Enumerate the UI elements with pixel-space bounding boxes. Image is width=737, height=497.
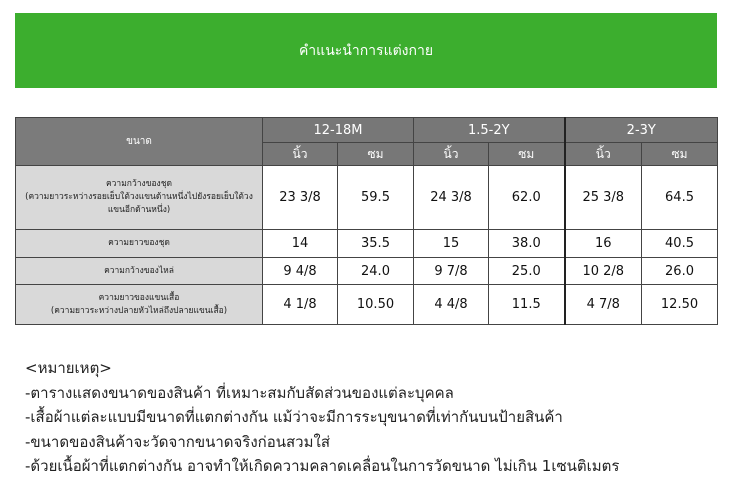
table-cell: 25.0: [489, 258, 565, 285]
table-row: [16, 258, 718, 285]
table-cell: 12.50: [642, 285, 718, 325]
table-cell: 25 3/8: [565, 166, 642, 230]
table-cell: 23 3/8: [263, 166, 338, 230]
row-label-line: (ความยาวระหว่างปลายหัวไหล่ถึงปลายแขนเสื้อ): [50, 305, 228, 316]
row-label: [16, 258, 263, 285]
table-cell: 10 2/8: [565, 258, 642, 285]
table-cell: 4 7/8: [565, 285, 642, 325]
table-cell: 15: [414, 230, 489, 258]
row-label-line: (ความยาวระหว่างรอยเย็บใต้วงแขนด้านหนึ่งไปยังรอยเย็บใต้วง: [25, 192, 253, 202]
table-cell: 4 1/8: [263, 285, 338, 325]
table-row: [16, 230, 718, 258]
table-cell: 24 3/8: [414, 166, 489, 230]
note-item: -ด้วยเนื้อผ้าที่แตกต่างกัน อาจทำให้เกิดความคลาดเคลื่อนในการวัดขนาด ไม่เกิน 1เซนติเมตร: [25, 457, 620, 475]
table-cell: 9 7/8: [414, 258, 489, 285]
unit-inch-header: นิ้ว: [263, 143, 338, 166]
row-label-line: แขนอีกด้านหนึ่ง): [107, 205, 171, 215]
table-cell: 16: [565, 230, 642, 258]
table-cell: 26.0: [642, 258, 718, 285]
notes-heading: <หมายเหตุ>: [25, 359, 112, 377]
banner-title: คำแนะนำการแต่งกาย: [298, 42, 434, 59]
note-item: -ตารางแสดงขนาดของสินค้า ที่เหมาะสมกับสัดส่วนของแต่ละบุคคล: [25, 383, 454, 402]
table-cell: 10.50: [338, 285, 414, 325]
unit-inch-header: นิ้ว: [565, 143, 642, 166]
unit-cm-header: ซม: [642, 143, 718, 166]
row-label: [16, 230, 263, 258]
row-label-line: ความยาวของชุด: [108, 238, 170, 248]
table-cell: 40.5: [642, 230, 718, 258]
row-label-line: ความกว้างของไหล่: [104, 265, 174, 276]
table-cell: 24.0: [338, 258, 414, 285]
note-item: -เสื้อผ้าแต่ละแบบมีขนาดที่แตกต่างกัน แม้ว่าจะมีการระบุขนาดที่เท่ากันบนป้ายสินค้า: [25, 408, 563, 426]
row-label-line: ความยาวของแขนเสื้อ: [98, 292, 180, 303]
table-cell: 4 4/8: [414, 285, 489, 325]
table-cell: 59.5: [338, 166, 414, 230]
note-item: -ขนาดของสินค้าจะวัดจากขนาดจริงก่อนสวมใส่: [25, 432, 330, 451]
unit-cm-header: ซม: [489, 143, 565, 166]
unit-inch-header: นิ้ว: [414, 143, 489, 166]
size-chart-table: [15, 117, 718, 325]
row-label-line: ความกว้างของชุด: [105, 179, 173, 189]
table-cell: 35.5: [338, 230, 414, 258]
table-cell: 62.0: [489, 166, 565, 230]
table-row: [16, 285, 718, 325]
row-label: [16, 285, 263, 325]
table-cell: 64.5: [642, 166, 718, 230]
title-banner: [15, 13, 717, 88]
age-group-header: 12-18M: [263, 118, 414, 143]
table-cell: 14: [263, 230, 338, 258]
notes-section: [25, 356, 619, 479]
age-group-header: 1.5-2Y: [414, 118, 565, 143]
table-cell: 11.5: [489, 285, 565, 325]
table-cell: 38.0: [489, 230, 565, 258]
size-header: ขนาด: [16, 118, 263, 166]
unit-cm-header: ซม: [338, 143, 414, 166]
table-row: [16, 166, 718, 230]
row-label: [16, 166, 263, 230]
table-cell: 9 4/8: [263, 258, 338, 285]
age-group-header: 2-3Y: [565, 118, 718, 143]
